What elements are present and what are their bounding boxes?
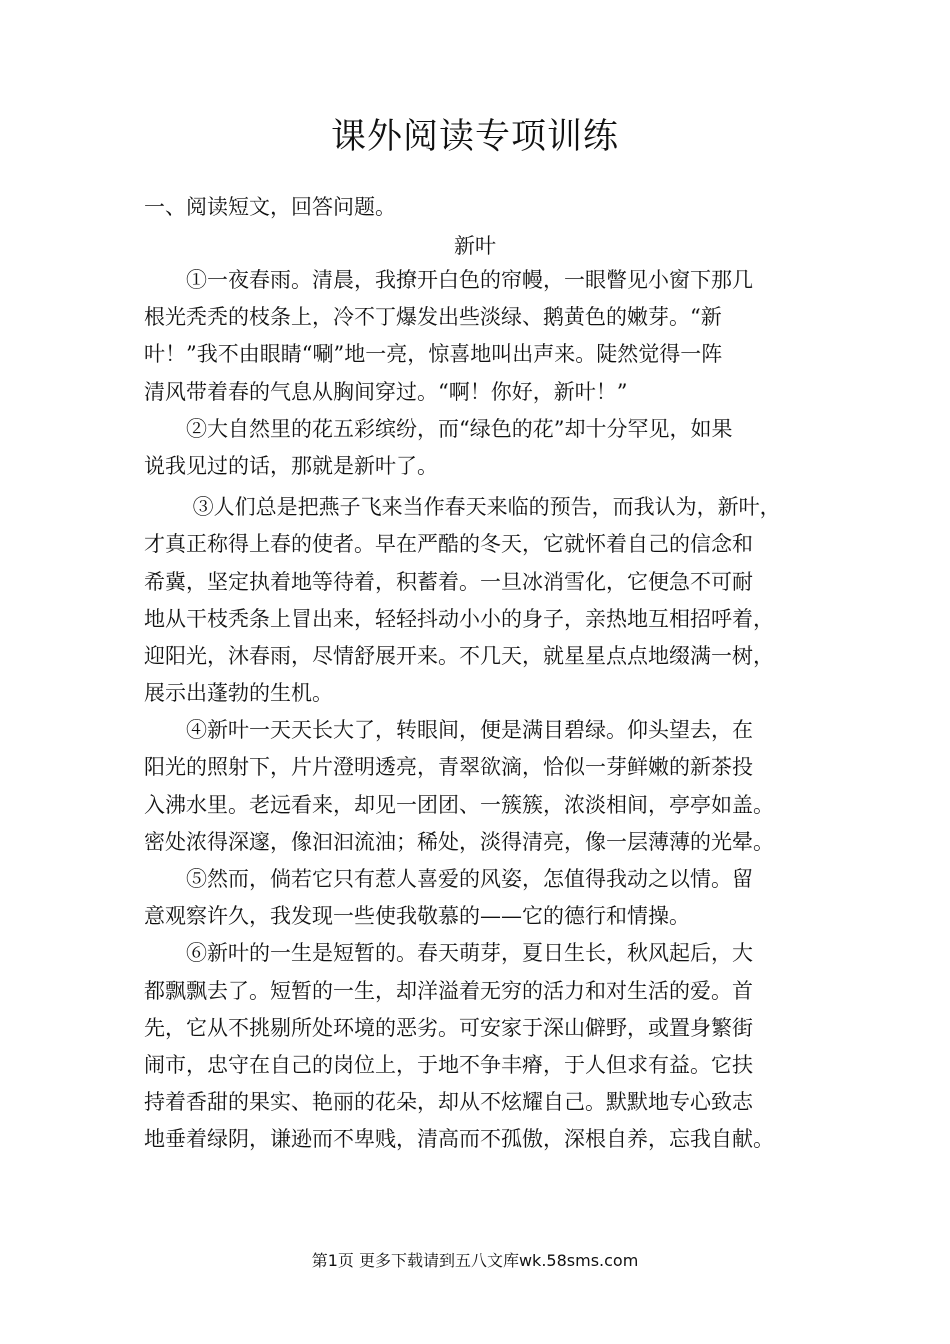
paragraph-4 xyxy=(144,712,809,861)
paragraph-line: 展示出蓬勃的生机。 xyxy=(144,681,333,706)
paragraph-line: ⑥新叶的一生是短暂的。春天萌芽，夏日生长，秋风起后，大 xyxy=(144,941,753,966)
paragraph-line: 地从干枝秃条上冒出来，轻轻抖动小小的身子，亲热地互相招呼着， xyxy=(144,606,774,631)
paragraph-line: 地垂着绿阴，谦逊而不卑贱，清高而不孤傲，深根自养，忘我自献。 xyxy=(144,1127,774,1152)
page-title: 课外阅读专项训练 xyxy=(330,117,619,157)
paragraph-line: 根光秃秃的枝条上，冷不丁爆发出些淡绿、鹅黄色的嫩芽。“新 xyxy=(144,305,722,330)
paragraph-line: ②大自然里的花五彩缤纷，而“绿色的花”却十分罕见，如果 xyxy=(144,416,733,441)
section-heading: 一、阅读短文，回答问题。 xyxy=(144,195,396,219)
paragraph-line: 说我见过的话，那就是新叶了。 xyxy=(144,453,438,478)
article-body xyxy=(144,262,809,1159)
paragraph-line: 意观察许久，我发现一些使我敬慕的——它的德行和情操。 xyxy=(144,904,690,929)
paragraph-line: 都飘飘去了。短暂的一生，却洋溢着无穷的活力和对生活的爱。首 xyxy=(144,978,753,1003)
paragraph-line: ④新叶一天天长大了，转眼间，便是满目碧绿。仰头望去，在 xyxy=(144,718,753,743)
paragraph-line: 持着香甜的果实、艳丽的花朵，却从不炫耀自己。默默地专心致志 xyxy=(144,1090,753,1115)
paragraph-line: 清风带着春的气息从胸间穿过。“啊！你好，新叶！” xyxy=(144,379,628,404)
paragraph-5 xyxy=(144,861,809,935)
paragraph-line: 才真正称得上春的使者。早在严酷的冬天，它就怀着自己的信念和 xyxy=(144,532,753,557)
paragraph-6 xyxy=(144,935,809,1158)
paragraph-line: 阳光的照射下，片片澄明透亮，青翠欲滴，恰似一芽鲜嫩的新茶投 xyxy=(144,755,753,780)
paragraph-line: ①一夜春雨。清晨，我撩开白色的帘幔，一眼瞥见小窗下那几 xyxy=(144,268,753,292)
paragraph-line: ③人们总是把燕子飞来当作春天来临的预告，而我认为，新叶， xyxy=(144,495,781,520)
paragraph-2 xyxy=(144,411,809,485)
paragraph-line: 密处浓得深邃，像汩汩流油；稀处，淡得清亮，像一层薄薄的光晕。 xyxy=(144,829,774,854)
paragraph-line: ⑤然而，倘若它只有惹人喜爱的风姿，怎值得我动之以情。留 xyxy=(144,867,753,891)
paragraph-line: 希冀，坚定执着地等待着，积蓄着。一旦冰消雪化，它便急不可耐 xyxy=(144,569,753,594)
article-title: 新叶 xyxy=(454,234,496,258)
paragraph-line: 迎阳光，沐春雨，尽情舒展开来。不几天，就星星点点地缀满一树， xyxy=(144,643,774,668)
page-footer: 第1页 更多下载请到五八文库wk.58sms.com xyxy=(311,1251,639,1270)
paragraph-line: 闹市，忠守在自己的岗位上，于地不争丰瘠，于人但求有益。它扶 xyxy=(144,1052,753,1077)
paragraph-line: 入沸水里。老远看来，却见一团团、一簇簇，浓淡相间，亭亭如盖。 xyxy=(144,792,774,817)
paragraph-3 xyxy=(144,489,809,712)
paragraph-1 xyxy=(144,262,809,411)
paragraph-line: 叶！”我不由眼睛“唰”地一亮，惊喜地叫出声来。陡然觉得一阵 xyxy=(144,342,723,367)
paragraph-line: 先，它从不挑剔所处环境的恶劣。可安家于深山僻野，或置身繁街 xyxy=(144,1015,753,1040)
